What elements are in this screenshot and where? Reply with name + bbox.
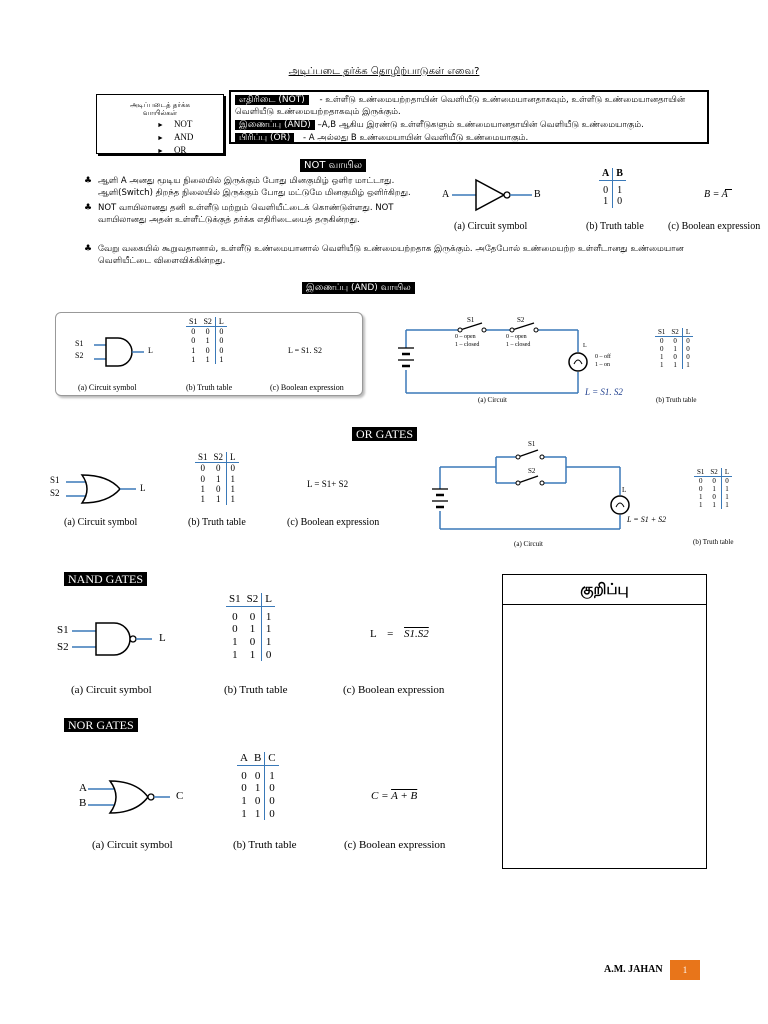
table-cell: 0 xyxy=(265,782,279,795)
table-cell: 0 xyxy=(216,463,221,474)
definition-or: பிரிப்பு (OR) - A அல்லது B உண்மையாயின் வெளியீடு உண்மையாகும். xyxy=(235,132,703,144)
not-bullet: ♣ ஆளி A அனது மூடிய நிலையில் இருக்கும் போது மினகுமிழ் ஒளிர மாட்டாது. ஆளி(Switch) திறந்த நிலையில் இருக்கும் போது மட்டுமே மினகுமிழ் ஒளிர்கிறது. xyxy=(84,176,411,198)
not-section-heading: NOT வாயில xyxy=(300,159,366,172)
and-input-s1: S1 xyxy=(75,339,84,348)
table-header: S1 xyxy=(694,468,707,477)
and-circuit-truth-table xyxy=(655,328,693,369)
table-cell: 1 xyxy=(262,636,275,649)
table-cell: 0 xyxy=(191,336,196,346)
table-header: S1 xyxy=(226,593,244,606)
not-bullet: ♣ NOT வாயிலானது தனி உள்ளீடு மற்றும் வெளியீட்டைக் கொண்டுள்ளது. NOT வாயிலானது அதன் உள்ளீட்டுக்குத் தர்க்க எதிரிடையைத் தருகின்றது. xyxy=(84,203,394,225)
table-cell: 0 xyxy=(262,649,275,662)
or-circuit-expression: L = S1 + S2 xyxy=(627,515,667,524)
table-cell: 1 xyxy=(205,336,210,346)
and-caption-table: (b) Truth table xyxy=(186,383,233,392)
table-cell: 1 xyxy=(227,494,239,504)
summary-box-heading: அடிப்படைத் தர்க்க வாயில்கள் xyxy=(130,101,190,117)
table-cell: 1 xyxy=(216,473,221,484)
table-cell: 1 xyxy=(241,807,247,820)
table-cell: 0 xyxy=(673,337,677,346)
nand-caption-expression: (c) Boolean expression xyxy=(343,684,445,696)
table-cell: 0 xyxy=(613,196,626,208)
table-cell: 0 xyxy=(254,794,261,807)
table-header: S2 xyxy=(244,593,262,606)
and-circuit-s2: S2 xyxy=(517,316,525,324)
table-cell: 1 xyxy=(205,354,210,364)
and-gate-panel xyxy=(55,312,363,396)
not-caption-expression: (c) Boolean expression xyxy=(668,221,761,232)
and-expression: L = S1. S2 xyxy=(288,346,322,355)
and-output-l: L xyxy=(148,346,153,355)
or-truth-table xyxy=(195,452,239,505)
table-header: L xyxy=(215,317,226,327)
notes-box xyxy=(502,574,707,869)
or-circuit-s1: S1 xyxy=(528,440,536,448)
table-header: L xyxy=(227,452,239,463)
table-header: S2 xyxy=(707,468,721,477)
or-caption-symbol: (a) Circuit symbol xyxy=(64,517,138,528)
page-title: அடிப்படை தர்க்க தொழிற்பாடுகள் எவை? xyxy=(288,66,480,77)
table-cell: 1 xyxy=(249,648,256,661)
notes-title: குறிப்பு xyxy=(503,575,706,605)
table-cell: 1 xyxy=(227,474,239,484)
summary-item: ► OR xyxy=(157,145,187,155)
table-header: B xyxy=(251,752,265,765)
nand-input-s2: S2 xyxy=(57,641,69,653)
and-truth-table xyxy=(186,317,227,364)
table-cell: 1 xyxy=(603,196,609,207)
and-caption-symbol: (a) Circuit symbol xyxy=(78,383,137,392)
or-expression: L = S1+ S2 xyxy=(307,479,349,489)
table-cell: 0 xyxy=(215,346,226,355)
nand-expression: L = S1.S2 xyxy=(370,628,429,640)
table-cell: 0 xyxy=(191,327,196,337)
definitions-box xyxy=(229,90,709,144)
nor-input-b: B xyxy=(79,797,87,809)
nor-caption-table: (b) Truth table xyxy=(233,839,297,851)
and-circuit-state-open: 0 – open xyxy=(455,334,476,340)
table-cell: 1 xyxy=(721,485,732,493)
table-header: S2 xyxy=(200,317,215,327)
table-cell: 1 xyxy=(262,606,275,623)
table-header: A xyxy=(599,168,613,180)
table-header: S1 xyxy=(655,328,668,337)
table-header: B xyxy=(613,168,626,180)
table-cell: 1 xyxy=(262,623,275,636)
and-circuit-table-caption: (b) Truth table xyxy=(656,396,697,404)
or-circuit-table-caption: (b) Truth table xyxy=(693,538,734,546)
table-header: S1 xyxy=(186,317,200,327)
table-cell: 0 xyxy=(200,473,205,484)
or-circuit-truth-table xyxy=(694,468,732,509)
table-cell: 0 xyxy=(698,477,703,486)
nor-truth-table xyxy=(237,752,279,820)
table-cell: 1 xyxy=(215,355,226,364)
table-cell: 1 xyxy=(232,648,238,661)
or-gate-symbol xyxy=(62,470,162,510)
table-cell: 1 xyxy=(698,493,703,502)
nand-truth-table xyxy=(226,593,275,661)
table-cell: 1 xyxy=(200,484,205,495)
definition-and: இணைப்பு (AND) –A,B ஆகிய இரண்டு உள்ளீடுகளும் உண்மையானதாயின் வெளியீடு உண்மையாகும். xyxy=(235,119,703,131)
not-caption-table: (b) Truth table xyxy=(586,221,644,232)
table-cell: 0 xyxy=(241,782,247,795)
table-cell: 0 xyxy=(698,485,703,494)
table-cell: 0 xyxy=(215,327,226,337)
and-circuit-caption: (a) Circuit xyxy=(478,396,507,404)
nand-section-heading: NAND GATES xyxy=(64,572,147,586)
table-cell: 0 xyxy=(265,795,279,808)
table-cell: 0 xyxy=(712,477,716,486)
table-cell: 0 xyxy=(227,463,239,474)
table-cell: 1 xyxy=(227,484,239,494)
table-cell: 1 xyxy=(673,361,677,370)
not-bullets xyxy=(84,175,444,229)
nor-section-heading: NOR GATES xyxy=(64,718,138,732)
table-cell: 0 xyxy=(249,610,256,623)
table-cell: 0 xyxy=(721,477,732,486)
table-cell: 0 xyxy=(232,623,238,636)
table-cell: 1 xyxy=(712,485,716,494)
table-cell: 1 xyxy=(254,807,261,820)
not-output-label: B xyxy=(534,189,541,200)
table-cell: 0 xyxy=(200,463,205,474)
table-cell: 1 xyxy=(673,345,677,354)
nor-caption-symbol: (a) Circuit symbol xyxy=(92,839,173,851)
table-cell: 0 xyxy=(249,635,256,648)
not-truth-table xyxy=(599,168,626,208)
nand-caption-table: (b) Truth table xyxy=(224,684,288,696)
or-input-s2: S2 xyxy=(50,488,60,498)
and-input-s2: S2 xyxy=(75,351,84,360)
table-header: L xyxy=(682,328,693,337)
table-cell: 1 xyxy=(191,345,196,355)
table-cell: 0 xyxy=(682,353,693,361)
not-caption-symbol: (a) Circuit symbol xyxy=(454,221,528,232)
table-cell: 0 xyxy=(603,184,609,196)
and-circuit-s1: S1 xyxy=(467,316,475,324)
summary-item: ► AND xyxy=(157,132,194,142)
and-circuit-state-open-2: 0 – open xyxy=(506,334,527,340)
not-input-label: A xyxy=(442,189,450,200)
and-circuit-expression: L = S1. S2 xyxy=(585,387,623,397)
not-expression-overbar xyxy=(725,189,732,190)
summary-item: ► NOT xyxy=(157,119,193,129)
nand-output-l: L xyxy=(159,632,166,644)
table-header: C xyxy=(265,752,279,765)
or-caption-table: (b) Truth table xyxy=(188,517,246,528)
table-header: S2 xyxy=(668,328,682,337)
or-output-l: L xyxy=(140,483,146,493)
summary-box xyxy=(96,94,224,154)
and-circuit-lamp-off: 0 – off xyxy=(595,354,611,360)
nor-caption-expression: (c) Boolean expression xyxy=(344,839,446,851)
table-cell: 0 xyxy=(215,336,226,345)
or-circuit-lamp-label: L xyxy=(622,486,627,494)
table-cell: 0 xyxy=(205,327,210,337)
table-cell: 1 xyxy=(232,635,238,648)
and-circuit-diagram xyxy=(396,318,596,403)
and-circuit-state-closed: 1 – closed xyxy=(455,342,480,348)
table-cell: 1 xyxy=(613,180,626,196)
table-header: S2 xyxy=(211,452,227,463)
and-section-heading: இணைப்பு (AND) வாயில xyxy=(302,282,415,294)
or-circuit-caption: (a) Circuit xyxy=(514,540,543,548)
definition-not: எதிரிடை (NOT) - உள்ளீடு உண்மையற்றதாயின் வெளியீடு உண்மையானதாகவும், உள்ளீடு உண்மையானதாயின் வெளியீடு உண்மையற்றதாகவும் இருக்கும். xyxy=(235,95,686,117)
table-cell: 0 xyxy=(712,493,716,502)
table-header: L xyxy=(721,468,732,477)
and-circuit-lamp-on: 1 – on xyxy=(595,362,610,368)
table-cell: 1 xyxy=(200,494,205,505)
table-cell: 0 xyxy=(673,353,677,362)
table-cell: 1 xyxy=(682,361,693,369)
and-caption-expression: (c) Boolean expression xyxy=(270,383,344,392)
and-circuit-state-closed-2: 1 – closed xyxy=(506,342,531,348)
nor-expression: C = A + B xyxy=(371,790,418,802)
table-cell: 1 xyxy=(698,501,703,510)
table-cell: 0 xyxy=(682,345,693,353)
table-cell: 1 xyxy=(216,494,221,505)
and-circuit-lamp-label: L xyxy=(583,343,587,349)
table-cell: 0 xyxy=(254,769,261,782)
or-caption-expression: (c) Boolean expression xyxy=(287,517,380,528)
table-cell: 1 xyxy=(712,501,716,510)
footer-page-number: 1 xyxy=(670,960,700,980)
table-cell: 0 xyxy=(659,345,664,354)
table-cell: 1 xyxy=(249,623,256,636)
table-cell: 0 xyxy=(682,337,693,346)
nand-input-s1: S1 xyxy=(57,624,69,636)
table-cell: 1 xyxy=(659,353,664,362)
table-cell: 0 xyxy=(241,769,247,782)
table-cell: 0 xyxy=(216,484,221,495)
or-section-heading: OR GATES xyxy=(352,427,417,441)
not-expression: B = A xyxy=(704,189,728,200)
table-cell: 0 xyxy=(205,345,210,355)
or-circuit-s2: S2 xyxy=(528,467,536,475)
or-input-s1: S1 xyxy=(50,475,60,485)
nand-caption-symbol: (a) Circuit symbol xyxy=(71,684,152,696)
table-cell: 1 xyxy=(721,493,732,501)
table-header: L xyxy=(262,593,275,606)
table-cell: 1 xyxy=(659,361,664,370)
nor-input-a: A xyxy=(79,782,87,794)
table-cell: 1 xyxy=(254,782,261,795)
table-header: S1 xyxy=(195,452,211,463)
table-cell: 0 xyxy=(265,808,279,821)
table-cell: 0 xyxy=(659,337,664,346)
table-cell: 1 xyxy=(241,794,247,807)
nor-output-c: C xyxy=(176,790,184,802)
table-cell: 1 xyxy=(721,501,732,509)
not-bullet: ♣ வேறு வகையில் கூறுவதானால், உள்ளீடு உண்மையானால் வெளியீடு உண்மையற்றதாக இருக்கும். அதேபோல் உண்மையற்ற உள்ளீடானது உண்மையான வெளியீட்டை விளைவிக்கின்றது. xyxy=(84,244,684,266)
not-bullets-wide xyxy=(84,243,704,267)
or-circuit-diagram xyxy=(430,445,635,535)
table-header: A xyxy=(237,752,251,765)
table-cell: 1 xyxy=(191,354,196,364)
table-cell: 0 xyxy=(232,610,238,623)
table-cell: 1 xyxy=(265,765,279,782)
footer-author: A.M. JAHAN xyxy=(604,964,663,975)
